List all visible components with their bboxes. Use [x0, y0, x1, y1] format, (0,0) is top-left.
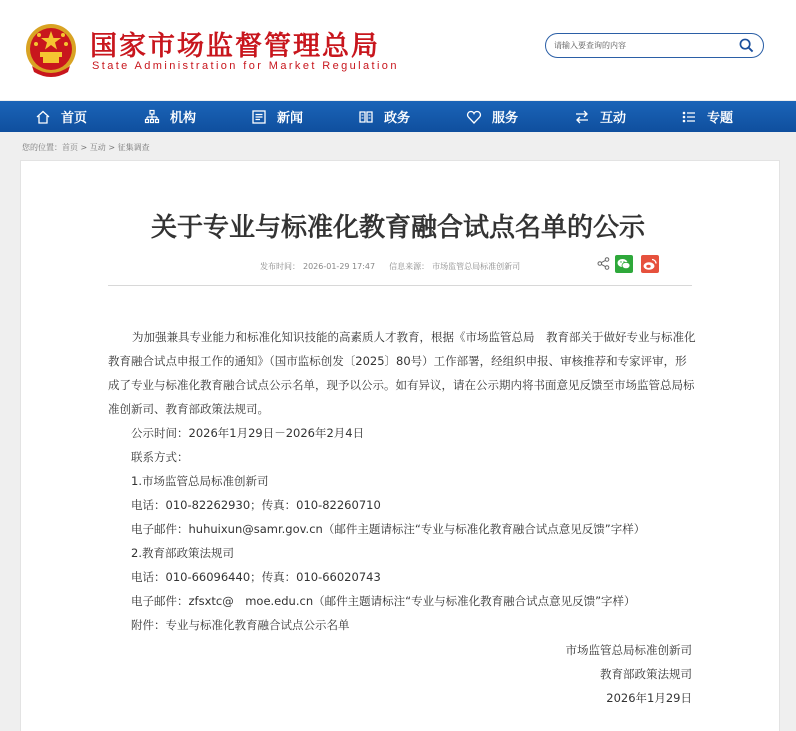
news-icon — [251, 109, 267, 125]
contact2-phone-fax: 电话：010-66096440；传真：010-66020743 — [131, 570, 381, 584]
wechat-share-icon[interactable] — [615, 255, 633, 273]
nav-label-government-affairs: 政务 — [384, 111, 411, 126]
article-meta — [260, 261, 523, 272]
share-icon[interactable] — [597, 257, 610, 270]
org-icon — [144, 109, 160, 125]
contact2-email: 电子邮件：zfsxtc@ moe.edu.cn（邮件主题请标注“专业与标准化教育融合试点意见反馈”字样） — [131, 594, 636, 608]
breadcrumb-link-interaction[interactable]: 互动 — [89, 143, 106, 152]
article-intro-paragraph: 为加强兼具专业能力和标准化知识技能的高素质人才教育，根据《市场监管总局 教育部关于做好专业与标准化教育融合试点申报工作的通知》（国市监标创发〔2025〕80号）工作部署，经组织申报、审核推荐和专家评审，形成了专业与标准化教育融合试点公示名单，现予以公示。如有异议，请在公示期内将书面意见反馈至市场监管总局标准创新司、教育部政策法规司。 — [108, 330, 696, 416]
breadcrumb-link-home[interactable]: 首页 — [62, 143, 78, 152]
breadcrumb-link-survey[interactable]: 征集调查 — [117, 143, 150, 152]
weibo-share-icon[interactable] — [641, 255, 659, 273]
contact1-email: 电子邮件：huhuixun@samr.gov.cn（邮件主题请标注“专业与标准化教育融合试点意见反馈”字样） — [131, 522, 646, 536]
nav-item-home[interactable] — [35, 101, 87, 132]
contact-heading: 联系方式： — [131, 450, 189, 464]
contact1-phone-fax: 电话：010-82262930；传真：010-82260710 — [131, 498, 381, 512]
nav-item-organization[interactable] — [144, 101, 196, 132]
nav-label-interaction: 互动 — [600, 111, 627, 126]
publicity-period: 公示时间：2026年1月29日－2026年2月4日 — [131, 426, 365, 440]
nav-item-service[interactable] — [466, 101, 518, 132]
interaction-arrows-icon — [574, 109, 590, 125]
wechat-logo-icon — [615, 255, 633, 273]
breadcrumb-prefix: 您的位置： — [22, 143, 62, 152]
site-header — [0, 0, 796, 100]
nav-item-government-affairs[interactable] — [358, 101, 410, 132]
source-label: 信息来源： — [389, 262, 430, 271]
nav-item-topics[interactable] — [681, 101, 733, 132]
nav-label-news: 新闻 — [277, 111, 304, 126]
topics-list-icon — [681, 109, 697, 125]
breadcrumb — [22, 142, 150, 153]
nav-label-topics: 专题 — [707, 111, 734, 126]
source-value: 市场监管总局标准创新司 — [432, 262, 521, 271]
attachment-link[interactable]: 附件：专业与标准化教育融合试点公示名单 — [131, 618, 350, 632]
search-box — [545, 33, 764, 58]
article-title: 关于专业与标准化教育融合试点名单的公示 — [150, 213, 645, 243]
signature-standards-dept: 市场监管总局标准创新司 — [565, 643, 692, 657]
search-input[interactable] — [554, 37, 734, 53]
weibo-logo-icon — [641, 255, 659, 273]
site-subtitle: State Administration for Market Regulation — [92, 60, 399, 72]
nav-label-service: 服务 — [492, 111, 519, 126]
signature-policy-dept: 教育部政策法规司 — [600, 667, 692, 681]
nav-label-organization: 机构 — [170, 111, 197, 126]
publish-time: 2026-01-29 17:47 — [303, 262, 376, 271]
main-navigation — [0, 101, 796, 132]
government-affairs-icon — [358, 109, 374, 125]
nav-item-news[interactable] — [251, 101, 303, 132]
breadcrumb-separator: > — [78, 143, 90, 152]
nav-label-home: 首页 — [61, 111, 88, 126]
home-icon — [35, 109, 51, 125]
search-icon[interactable] — [739, 38, 754, 53]
signature-date: 2026年1月29日 — [606, 691, 692, 705]
meta-divider — [108, 285, 692, 286]
heart-service-icon — [466, 109, 482, 125]
national-emblem-icon[interactable] — [24, 22, 78, 78]
publish-label: 发布时间： — [260, 262, 300, 271]
contact1-organization: 1.市场监管总局标准创新司 — [131, 474, 269, 488]
contact2-organization: 2.教育部政策法规司 — [131, 546, 234, 560]
breadcrumb-separator: > — [105, 143, 118, 152]
nav-item-interaction[interactable] — [574, 101, 626, 132]
site-title[interactable]: 国家市场监督管理总局 — [90, 31, 380, 62]
